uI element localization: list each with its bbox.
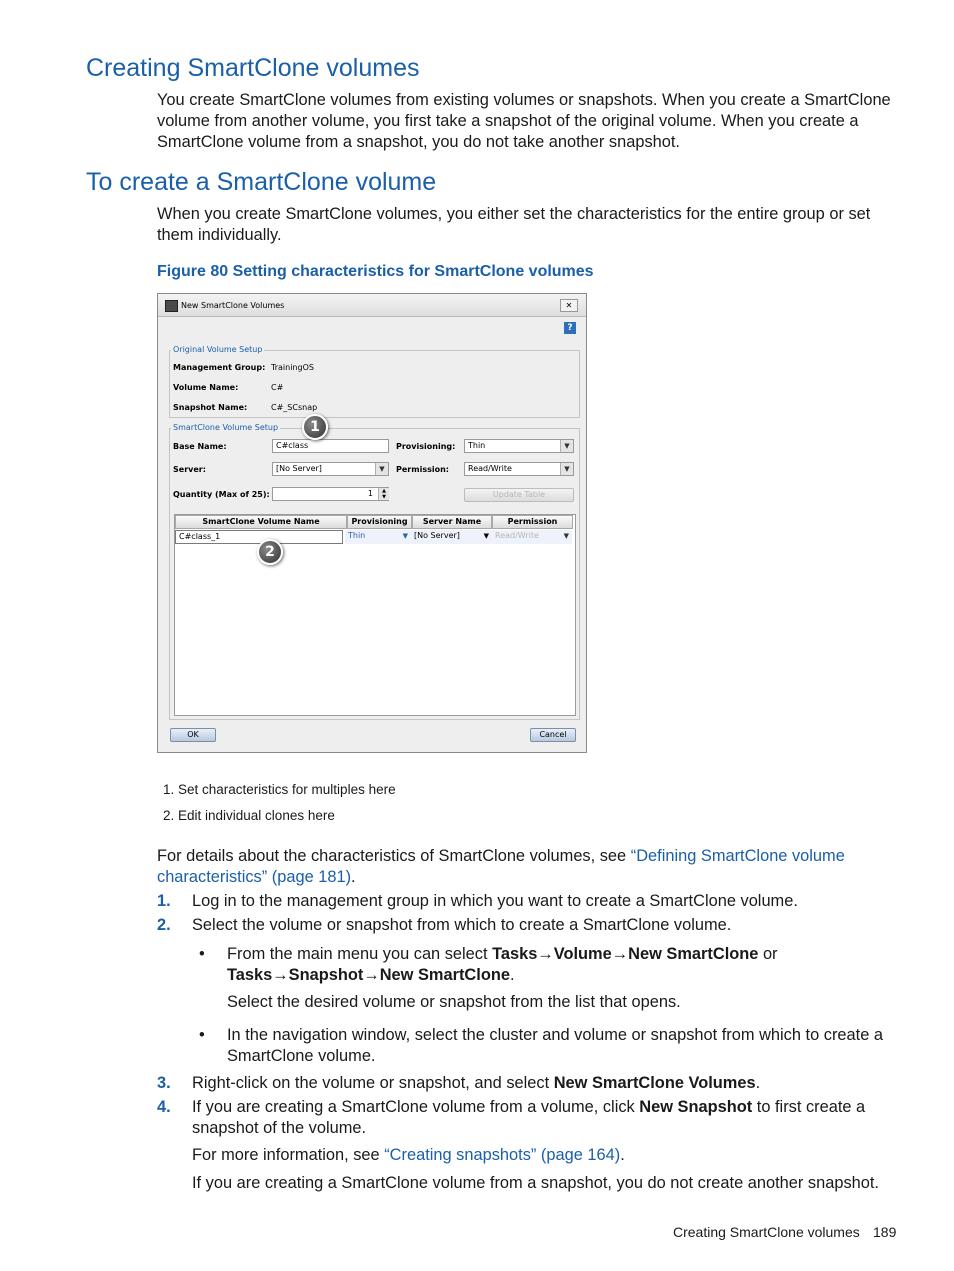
bullet-menu-path xyxy=(227,944,899,986)
base-name-label: Base Name: xyxy=(173,442,227,451)
chevron-down-icon: ▼ xyxy=(560,440,573,452)
step-3-end: . xyxy=(755,1074,761,1092)
figure-legend-item: 2. Edit individual clones here xyxy=(163,808,335,823)
menu-new-smartclone: New SmartClone xyxy=(628,945,759,963)
menu-tasks: Tasks xyxy=(492,945,538,963)
step-2: Select the volume or snapshot from which to create a SmartClone volume. xyxy=(192,916,732,934)
row-server-value: [No Server] xyxy=(414,531,460,540)
step-number: 3. xyxy=(157,1074,171,1092)
bullet-navigation: In the navigation window, select the cluster and volume or snapshot from which to create a SmartClone volume. xyxy=(227,1026,883,1065)
menu-snapshot: Snapshot xyxy=(288,966,364,984)
chevron-down-icon: ▼ xyxy=(560,463,573,475)
arrow-icon: → xyxy=(611,945,629,963)
chevron-down-icon: ▼ xyxy=(563,532,569,540)
mg-value: TrainingOS xyxy=(271,363,314,372)
chevron-down-icon: ▼ xyxy=(375,463,388,475)
snapshot-label: Snapshot Name: xyxy=(173,403,248,412)
dialog-titlebar xyxy=(158,294,586,317)
step-4-note: If you are creating a SmartClone volume from a snapshot, you do not create another snapshot. xyxy=(192,1174,879,1192)
help-icon[interactable]: ? xyxy=(564,322,576,334)
cancel-button[interactable]: Cancel xyxy=(530,728,576,742)
step-number: 2. xyxy=(157,916,171,934)
row-server[interactable] xyxy=(411,530,492,544)
menu-new-smartclone: New SmartClone xyxy=(379,966,510,984)
details-paragraph xyxy=(157,846,899,888)
figure-caption: Figure 80 Setting characteristics for SmartClone volumes xyxy=(157,263,594,280)
step-number: 1. xyxy=(157,892,171,910)
row-provisioning-value: Thin xyxy=(348,531,366,540)
arrow-icon: → xyxy=(537,945,554,963)
more-info-text: For more information, see xyxy=(192,1146,385,1164)
col-header-permission[interactable]: Permission xyxy=(492,515,573,529)
creating-snapshots-link[interactable]: “Creating snapshots” (page 164) xyxy=(384,1146,621,1164)
server-select[interactable] xyxy=(272,462,389,476)
step-4 xyxy=(192,1097,899,1139)
footer-title: Creating SmartClone volumes xyxy=(673,1224,860,1240)
step-4-end: to first create a snapshot of the volume. xyxy=(192,1098,866,1137)
callout-badge-1: 1 xyxy=(302,414,328,440)
more-info-end: . xyxy=(620,1146,625,1164)
intro-paragraph: You create SmartClone volumes from existing volumes or snapshots. When you create a SmartClone volume from another volume, you first take a snapshot of the original volume. When you create a SmartClone volume from a snapshot, you do not take another snapshot. xyxy=(157,91,891,151)
permission-select[interactable] xyxy=(464,462,574,476)
step-number: 4. xyxy=(157,1098,171,1116)
step-1: Log in to the management group in which you want to create a SmartClone volume. xyxy=(192,892,798,910)
step-4-more xyxy=(192,1145,899,1166)
arrow-icon: → xyxy=(363,966,380,984)
snapshot-value: C#_SCsnap xyxy=(271,403,318,412)
permission-value: Read/Write xyxy=(468,464,512,473)
mg-label: Management Group: xyxy=(173,363,266,372)
quantity-stepper[interactable]: 1 xyxy=(272,487,389,501)
step-4-bold: New Snapshot xyxy=(639,1098,753,1116)
details-link[interactable]: “Defining SmartClone volume characteristics” (page 181) xyxy=(157,847,845,886)
update-table-button[interactable]: Update Table xyxy=(464,488,574,502)
step-3-text: Right-click on the volume or snapshot, and select xyxy=(192,1074,554,1092)
procedure-intro: When you create SmartClone volumes, you either set the characteristics for the entire group or set them individually. xyxy=(157,205,871,244)
col-header-name[interactable]: SmartClone Volume Name xyxy=(175,515,347,529)
provisioning-select[interactable] xyxy=(464,439,574,453)
volume-label: Volume Name: xyxy=(173,383,239,392)
original-volume-legend: Original Volume Setup xyxy=(173,345,263,354)
bullet-icon: • xyxy=(199,945,205,963)
page-number: 189 xyxy=(873,1224,897,1240)
server-value: [No Server] xyxy=(276,464,322,473)
section-heading: Creating SmartClone volumes xyxy=(86,54,420,82)
menu-tasks: Tasks xyxy=(227,966,273,984)
app-icon xyxy=(165,300,178,312)
close-icon[interactable]: ✕ xyxy=(560,299,578,312)
step-3 xyxy=(192,1073,899,1094)
step-4-text: If you are creating a SmartClone volume from a volume, click xyxy=(192,1098,640,1116)
provisioning-value: Thin xyxy=(468,441,486,450)
row-permission[interactable] xyxy=(492,530,572,544)
chevron-down-icon: ▼ xyxy=(483,532,489,540)
row-provisioning[interactable] xyxy=(345,530,411,544)
stepper-arrows-icon[interactable]: ▲ ▼ xyxy=(378,488,389,500)
base-name-input[interactable]: C#class xyxy=(272,439,389,453)
menu-volume: Volume xyxy=(553,945,612,963)
bullet-end: . xyxy=(509,966,515,984)
volume-value: C# xyxy=(271,383,284,392)
row-name-input[interactable]: C#class_1 xyxy=(175,530,343,544)
step-3-bold: New SmartClone Volumes xyxy=(553,1074,756,1092)
ok-button[interactable]: OK xyxy=(170,728,216,742)
bullet-subtext: Select the desired volume or snapshot from the list that opens. xyxy=(227,993,681,1011)
smartclone-setup-legend: SmartClone Volume Setup xyxy=(173,423,279,432)
details-end: . xyxy=(351,868,356,886)
quantity-label: Quantity (Max of 25): xyxy=(173,490,270,499)
chevron-down-icon: ▼ xyxy=(402,532,408,540)
permission-label: Permission: xyxy=(396,465,449,474)
bullet-or: or xyxy=(758,945,778,963)
col-header-server[interactable]: Server Name xyxy=(412,515,492,529)
clone-table xyxy=(174,514,576,716)
provisioning-label: Provisioning: xyxy=(396,442,456,451)
bullet-text: From the main menu you can select xyxy=(227,945,493,963)
dialog-title: New SmartClone Volumes xyxy=(181,301,285,310)
new-smartclone-dialog xyxy=(157,293,587,753)
figure-legend-item: 1. Set characteristics for multiples here xyxy=(163,782,396,797)
procedure-heading: To create a SmartClone volume xyxy=(86,168,437,196)
row-permission-value: Read/Write xyxy=(495,531,539,540)
callout-badge-2: 2 xyxy=(257,539,283,565)
arrow-icon: → xyxy=(272,966,289,984)
details-text: For details about the characteristics of SmartClone volumes, see xyxy=(157,847,631,865)
bullet-icon: • xyxy=(199,1026,205,1044)
col-header-provisioning[interactable]: Provisioning xyxy=(347,515,412,529)
server-label: Server: xyxy=(173,465,206,474)
